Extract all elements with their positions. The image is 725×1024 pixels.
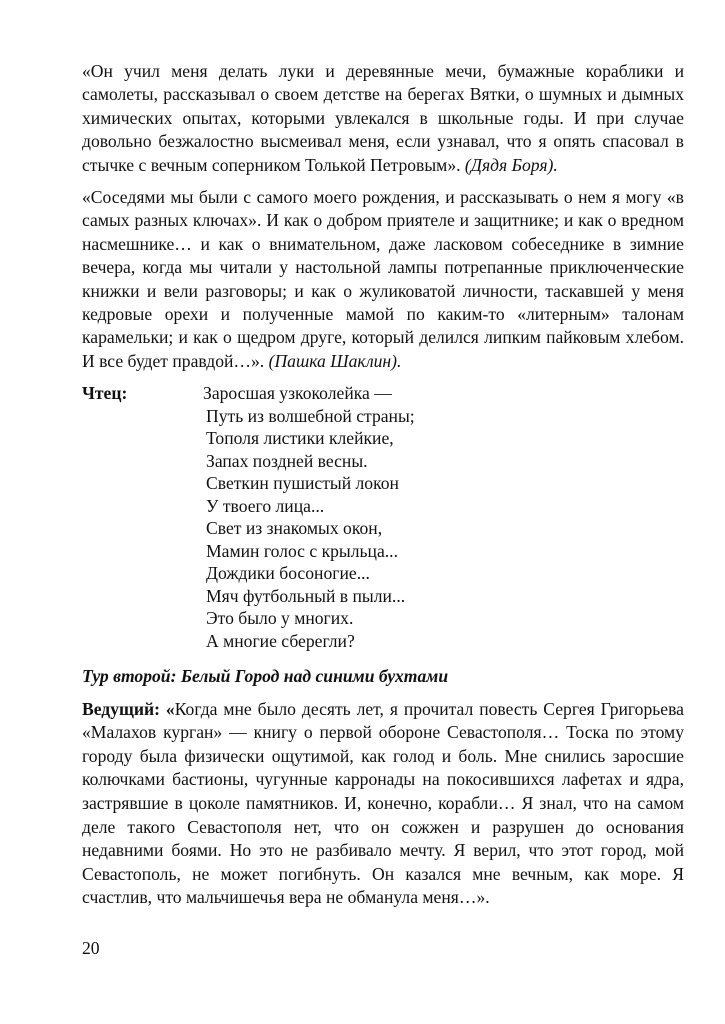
poem-line: Заросшая узкоколейка —	[203, 383, 392, 404]
poem-line: А многие сберегли?	[206, 630, 355, 651]
memoir-attribution: (Дядя Боря).	[464, 154, 558, 175]
section-heading: Тур второй: Белый Город над синими бухтами	[82, 666, 449, 687]
poem-line: Это было у многих.	[206, 608, 354, 629]
memoir-paragraph-uncle-borya	[82, 60, 684, 177]
poem-line: Мяч футбольный в пыли...	[206, 585, 406, 606]
poem-line: Свет из знакомых окон,	[206, 518, 383, 539]
host-quote-open: «	[165, 698, 175, 719]
host-paragraph	[82, 698, 684, 910]
poem-line: Тополя листики клейкие,	[206, 428, 394, 449]
memoir-quote-text: «Соседями мы были с самого моего рождения, и рассказывать о нем я могу «в самых разных ключах». И как о добром приятеле и защитнике; и как о вредном насмешнике… и как о внимательном, даже ласковом собеседнике в зимние вечера, когда мы читали у настольной лампы потрепанные приключенческие книжки и вели разговоры; и как о жуликоватой личности, таскавшей у меня кедровые орехи и полученные мамой по каким-то «литерным» талонам карамельки; и как о щедром друге, который делился липким пайковым хлебом. И все будет правдой…».	[82, 187, 684, 371]
memoir-paragraph-pashka-shaklin	[82, 186, 684, 373]
memoir-attribution: (Пашка Шаклин).	[268, 350, 402, 371]
poem-line: Светкин пушистый локон	[206, 473, 399, 494]
memoir-quote-text: «Он учил меня делать луки и деревянные мечи, бумажные кораблики и самолеты, рассказывал о своем детстве на берегах Вятки, о шумных и дымных химических опытах, которыми увлекался в школьные годы. И при случае довольно безжалостно высмеивал меня, если узнавал, что я опять спасовал в стычке с вечным соперником Толькой Петровым».	[82, 61, 684, 175]
document-page	[82, 60, 684, 910]
reader-label: Чтец:	[82, 383, 128, 404]
reader-verse-block	[82, 382, 684, 652]
poem-line: Дождики босоногие...	[206, 563, 370, 584]
poem-line: Путь из волшебной страны;	[206, 405, 415, 426]
host-label: Ведущий:	[82, 698, 160, 719]
poem	[203, 382, 415, 652]
poem-line: Мамин голос с крыльца...	[206, 540, 398, 561]
host-quote-text: Когда мне было десять лет, я прочитал повесть Сергея Григорьева «Малахов курган» — книгу о первой обороне Севастополя… Тоска по этому городу была физически ощутимой, как голод и боль. Мне снились заросшие колючками бастионы, чугунные карронады на покосившихся лафетах и ядра, застрявшие в цоколе памятников. И, конечно, корабли… Я знал, что на самом деле такого Севастополя нет, что он сожжен и разрушен до основания недавними боями. Но это не разбивало мечту. Я верил, что этот город, мой Севастополь, не может погибнуть. Он казался мне вечным, как море. Я счастлив, что мальчишечья вера не обманула меня…».	[82, 698, 684, 908]
page-number: 20	[82, 938, 100, 958]
poem-line: У твоего лица...	[206, 495, 325, 516]
poem-line: Запах поздней весны.	[206, 450, 368, 471]
